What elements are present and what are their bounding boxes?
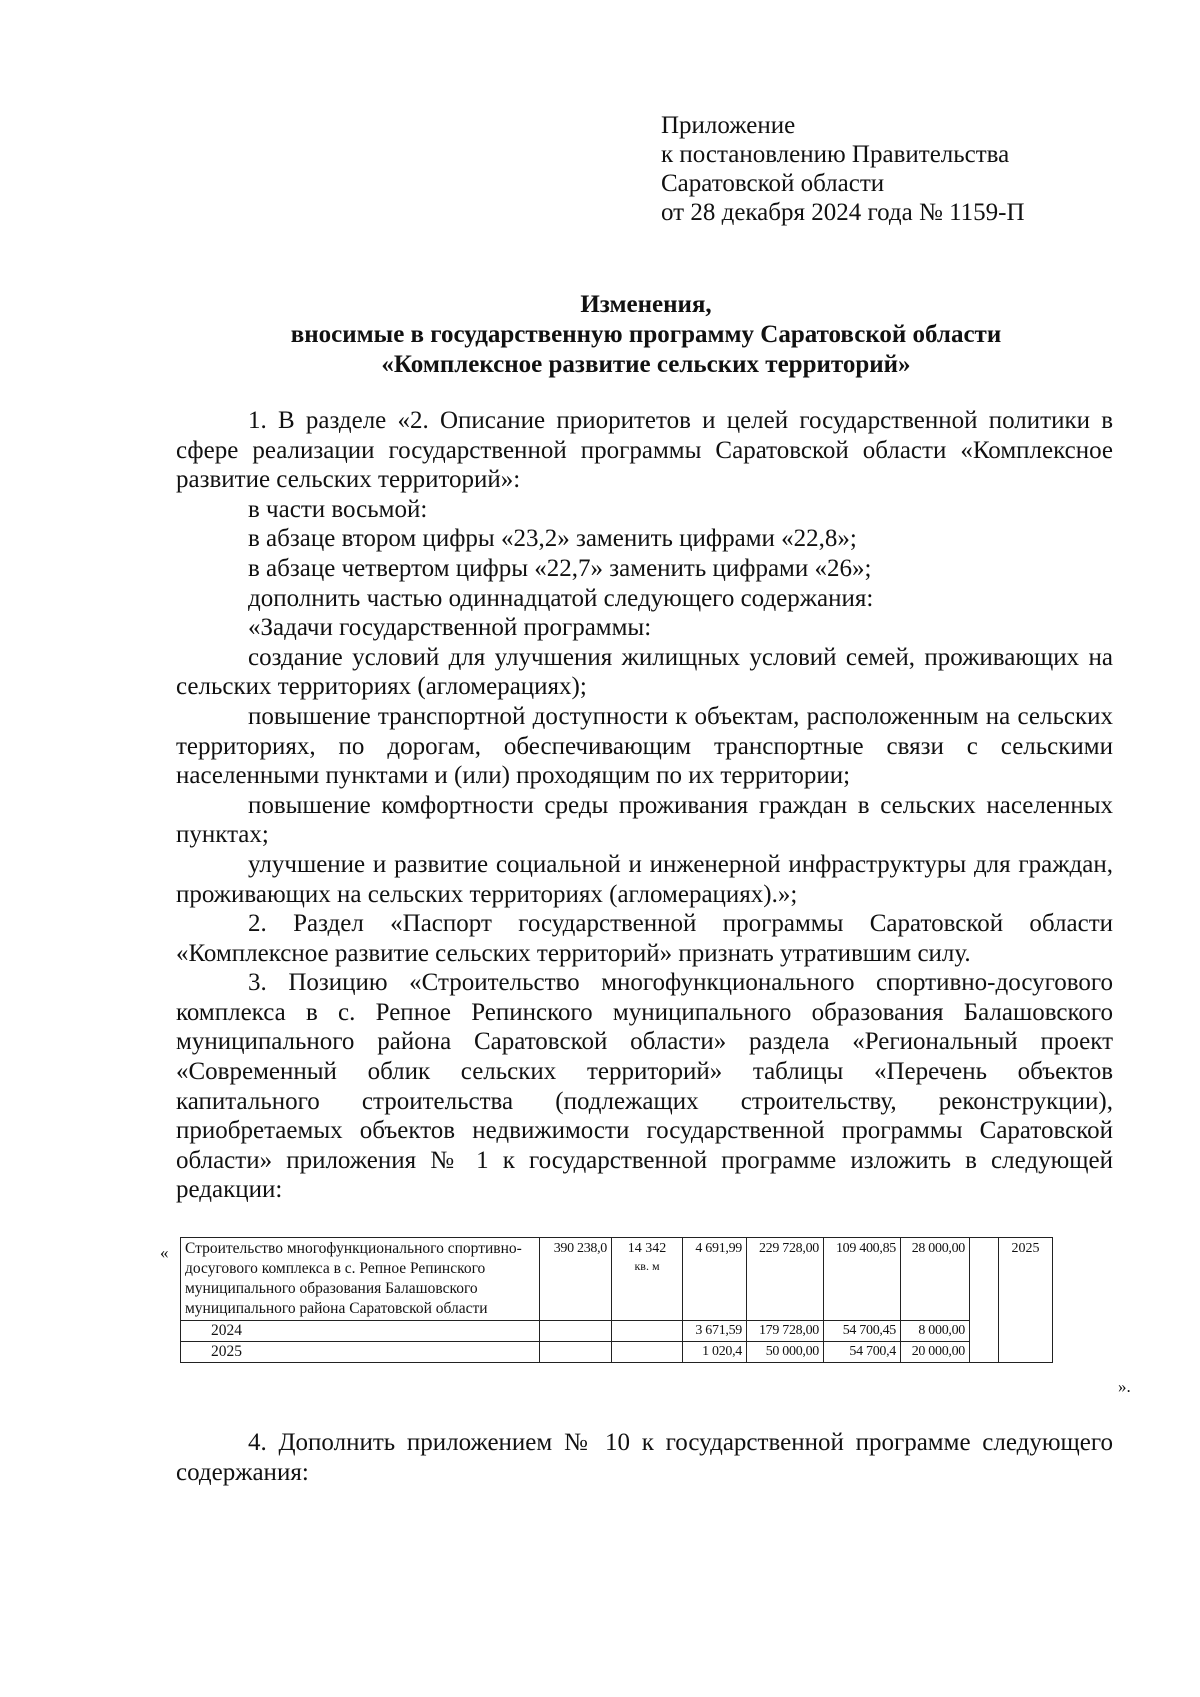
value-3-cell: 109 400,85: [824, 1238, 901, 1321]
paragraph-10: улучшение и развитие социальной и инженерной инфраструктуры для граждан, проживающих на сельских территориях (агломерациях).»;: [176, 850, 1113, 908]
paragraph-11: 2. Раздел «Паспорт государственной программы Саратовской области «Комплексное развитие сельских территорий» признать утратившим силу.: [176, 910, 1113, 967]
row-value-2-cell: 50 000,00: [747, 1342, 824, 1363]
capacity-cell: [612, 1238, 683, 1321]
empty-cell: [612, 1321, 683, 1342]
title-line-2: вносимые в государственную программу Саратовской области: [290, 321, 1002, 348]
paragraph-7: создание условий для улучшения жилищных условий семей, проживающих на сельских территориях (агломерациях);: [176, 643, 1113, 701]
capacity-unit: кв. м: [634, 1259, 660, 1273]
table-close-quote: ».: [1118, 1377, 1131, 1396]
value-1-cell: 4 691,99: [683, 1238, 747, 1321]
object-table-block: [150, 1237, 1150, 1402]
row-value-3-cell: 54 700,4: [824, 1342, 901, 1363]
row-value-4-cell: 20 000,00: [901, 1342, 970, 1363]
paragraph-3: в абзаце втором цифры «23,2» заменить цифрами «22,8»;: [248, 525, 857, 553]
row-year-cell: 2024: [181, 1321, 540, 1342]
paragraph-8: повышение транспортной доступности к объектам, расположенным на сельских территориях, по дорогам, обеспечивающим транспортные связи с сельскими населенными пунктами и (или) проходящим по их территории;: [176, 702, 1113, 790]
paragraph-9: повышение комфортности среды проживания граждан в сельских населенных пунктах;: [176, 791, 1113, 849]
header-line-1: Приложение: [661, 112, 796, 139]
value-4-cell: 28 000,00: [901, 1238, 970, 1321]
title-line-3: «Комплексное развитие сельских территорий»: [381, 351, 911, 378]
paragraph-13: 4. Дополнить приложением № 10 к государственной программе следующего содержания:: [176, 1429, 1113, 1486]
paragraph-4: в абзаце четвертом цифры «22,7» заменить цифрами «26»;: [248, 554, 872, 582]
row-value-1-cell: 3 671,59: [683, 1321, 747, 1342]
year-cell: 2025: [999, 1238, 1053, 1363]
header-line-3: Саратовской области: [661, 170, 885, 197]
paragraph-6: «Задачи государственной программы:: [248, 614, 652, 642]
header-line-4: от 28 декабря 2024 года № 1159-П: [661, 199, 1025, 226]
row-value-3-cell: 54 700,45: [824, 1321, 901, 1342]
title-line-1: Изменения,: [580, 291, 712, 318]
paragraph-2: в части восьмой:: [248, 495, 428, 523]
capacity-value: 14 342: [627, 1241, 667, 1256]
document-title: [176, 290, 1116, 380]
total-cost-cell: 390 238,0: [540, 1238, 612, 1321]
paragraph-5: дополнить частью одиннадцатой следующего содержания:: [248, 584, 874, 612]
empty-cell: [540, 1321, 612, 1342]
empty-cell: [612, 1342, 683, 1363]
header-line-2: к постановлению Правительства: [661, 141, 1010, 168]
table-row: [181, 1321, 1053, 1342]
document-body-continued: [176, 1428, 1113, 1488]
object-name-cell: Строительство многофункционального спортивно-досугового комплекса в с. Репное Репинского муниципального образования Балашовского муниципального района Саратовской области: [181, 1238, 540, 1321]
table-row: [181, 1342, 1053, 1363]
object-table: [180, 1237, 1053, 1363]
value-2-cell: 229 728,00: [747, 1238, 824, 1321]
value-5-cell: [970, 1238, 999, 1363]
row-value-1-cell: 1 020,4: [683, 1342, 747, 1363]
document-body: [176, 406, 1113, 1205]
appendix-header: [661, 111, 1141, 227]
table-open-quote: «: [160, 1243, 169, 1262]
row-year-cell: 2025: [181, 1342, 540, 1363]
paragraph-12: 3. Позицию «Строительство многофункционального спортивно-досугового комплекса в с. Репное Репинского муниципального образования Балашовского муниципального района Саратовской области» раздела «Региональный проект «Современный облик сельских территорий» таблицы «Перечень объектов капитального строительства (подлежащих строительству, реконструкции), приобретаемых объектов недвижимости государственной программы Саратовской области» приложения № 1 к государственной программе изложить в следующей редакции:: [176, 969, 1113, 1204]
row-value-4-cell: 8 000,00: [901, 1321, 970, 1342]
empty-cell: [540, 1342, 612, 1363]
row-value-2-cell: 179 728,00: [747, 1321, 824, 1342]
table-row: [181, 1238, 1053, 1321]
paragraph-1: 1. В разделе «2. Описание приоритетов и целей государственной политики в сфере реализации государственной программы Саратовской области «Комплексное развитие сельских территорий»:: [176, 407, 1113, 494]
